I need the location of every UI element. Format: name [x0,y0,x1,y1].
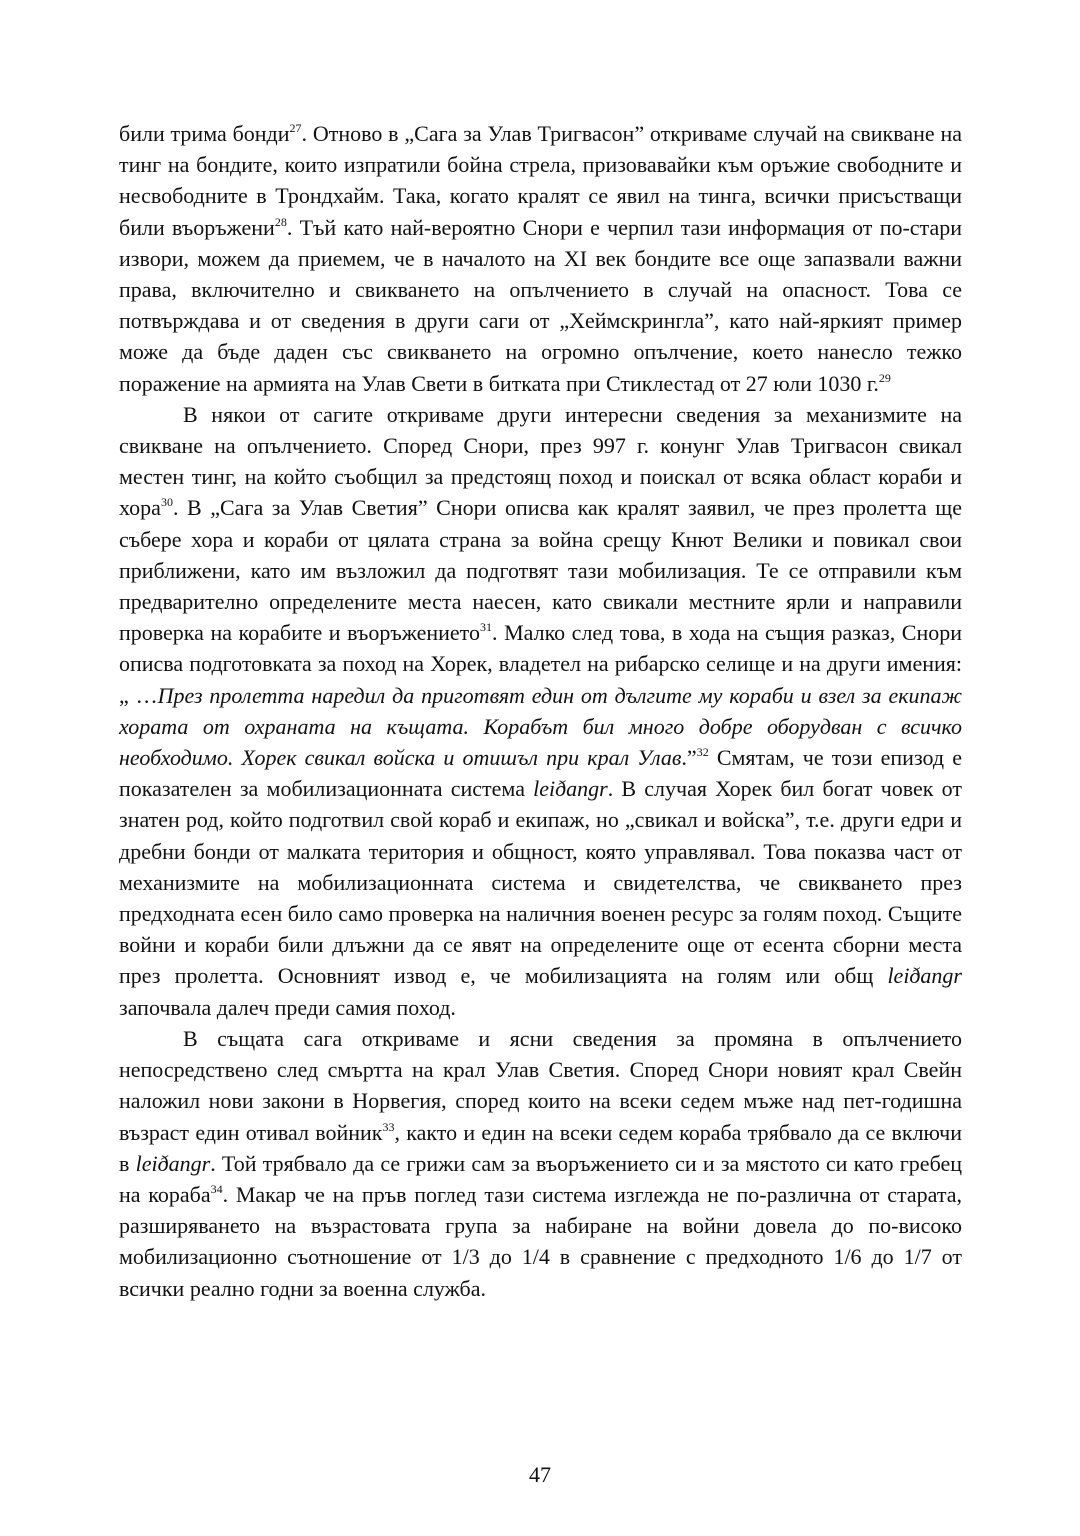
footnote-ref-28[interactable]: 28 [274,214,287,229]
paragraph-3 [119,1023,962,1304]
text-run: В някои от сагите откриваме други интересни сведения за механизмите на свикване на опълчението. Според Снори, през 997 г. конунг Улав Тригвасон свикал местен тинг, на който съобщил за предстоящ поход и поискал от всяка област кораби и хора [119,401,962,521]
text-run: Смятам, че този епизод е показателен за мобилизационната система [119,745,962,802]
footnote-ref-29[interactable]: 29 [878,370,891,385]
footnote-ref-27[interactable]: 27 [289,121,302,135]
text-run: В същата сага откриваме и ясни сведения за промяна в опълчението непосредствено след смъртта на крал Улав Светия. Според Снори новият крал Свейн наложил нови закони в Норвегия, според които на всеки седем мъже над пет-годишна възраст един отивал войник [119,1025,962,1145]
text-run: . Тъй като най-вероятно Снори е черпил тази информация от по-стари извори, можем да приемем, че в началото на XI век бондите все още запазвали важни права, включително и свикването на опълчението в случай на опасност. Това се потвърждава и от сведения в други саги от „Хеймскрингла”, като най-яркият пример може да бъде даден със свикването на огромно опълчение, което нанесло тежко поражение на армията на Улав Свети в битката при Стиклестад от 27 юли 1030 г. [119,214,962,396]
text-run: били трима бонди [119,121,290,146]
text-run: . В „Сага за Улав Светия” Снори описва как кралят заявил, че през пролетта ще събере хора и кораби от цялата страна за война срещу Кнют Велики и повикал свои приближени, като им възложил да подготвят тази мобилизация. Те се отправили към предварително определените места наесен, като свикали местните ярли и направили проверка на корабите и въоръжението [119,495,962,646]
page-number: 47 [529,1462,551,1487]
text-run: . Отново в „Сага за Улав Тригвасон” откриваме случай на свикване на тинг на бондите, които изпратили бойна стрела, призовавайки към оръжие свободните и несвободните в Трондхайм. Така, когато кралят се явил на тинга, всички присъстващи били въоръжени [119,121,962,240]
footnote-ref-31[interactable]: 31 [480,620,493,635]
paragraph-2 [119,399,962,1023]
footnote-ref-34[interactable]: 34 [210,1181,223,1196]
footnote-ref-30[interactable]: 30 [160,495,173,510]
document-body [119,118,962,1304]
footnote-ref-33[interactable]: 33 [382,1119,395,1134]
italic-term: leiðangr [135,1150,211,1176]
text-run: . Той трябвало да се грижи сам за въоръжението си и за мястото си като гребец на кораба [119,1150,963,1207]
text-run: . В случая Хорек бил богат човек от знатен род, който подготвил свой кораб и екипаж, но „свикал и войска”, т.е. други едри и дребни бонди от малката територия и общност, която управлявал. Това показва част от механизмите на мобилизационната система и свидетелства, че свикването през предходната есен било само проверка на наличния военен ресурс за голям поход. Същите войни и кораби били длъжни да се явят на определените още от есента сборни места през пролетта. Основният извод е, че мобилизацията на голям или общ [119,776,962,989]
footnote-ref-32[interactable]: 32 [696,745,709,760]
italic-quotation: През пролетта наредил да приготвят един от дългите му кораби и взел за екипаж хората от охраната на къщата. Корабът бил много добре оборудван с всичко необходимо. Хорек свикал войска и отишъл при крал Улав [119,682,962,771]
text-run: , както и един на всеки седем кораба трябвало да се включи в [119,1119,962,1176]
paragraph-1 [119,118,962,399]
text-run: . Макар че на пръв поглед тази система изглежда не по-различна от старата, разширяването на възрастовата група за набиране на войни довела до по-високо мобилизационно съотношение от 1/3 до 1/4 в сравнение с предходното 1/6 до 1/7 от всички реално годни за военна служба. [119,1181,962,1301]
text-run: започвала далеч преди самия поход. [119,994,456,1020]
text-run: . Малко след това, в хода на същия разказ, Снори описва подготовката за поход на Хорек, владетел на рибарско селище и на други имения: „ … [119,620,962,708]
text-run: .” [681,745,697,771]
italic-term: leiðangr [533,776,608,802]
italic-term: leiðangr [887,963,962,989]
